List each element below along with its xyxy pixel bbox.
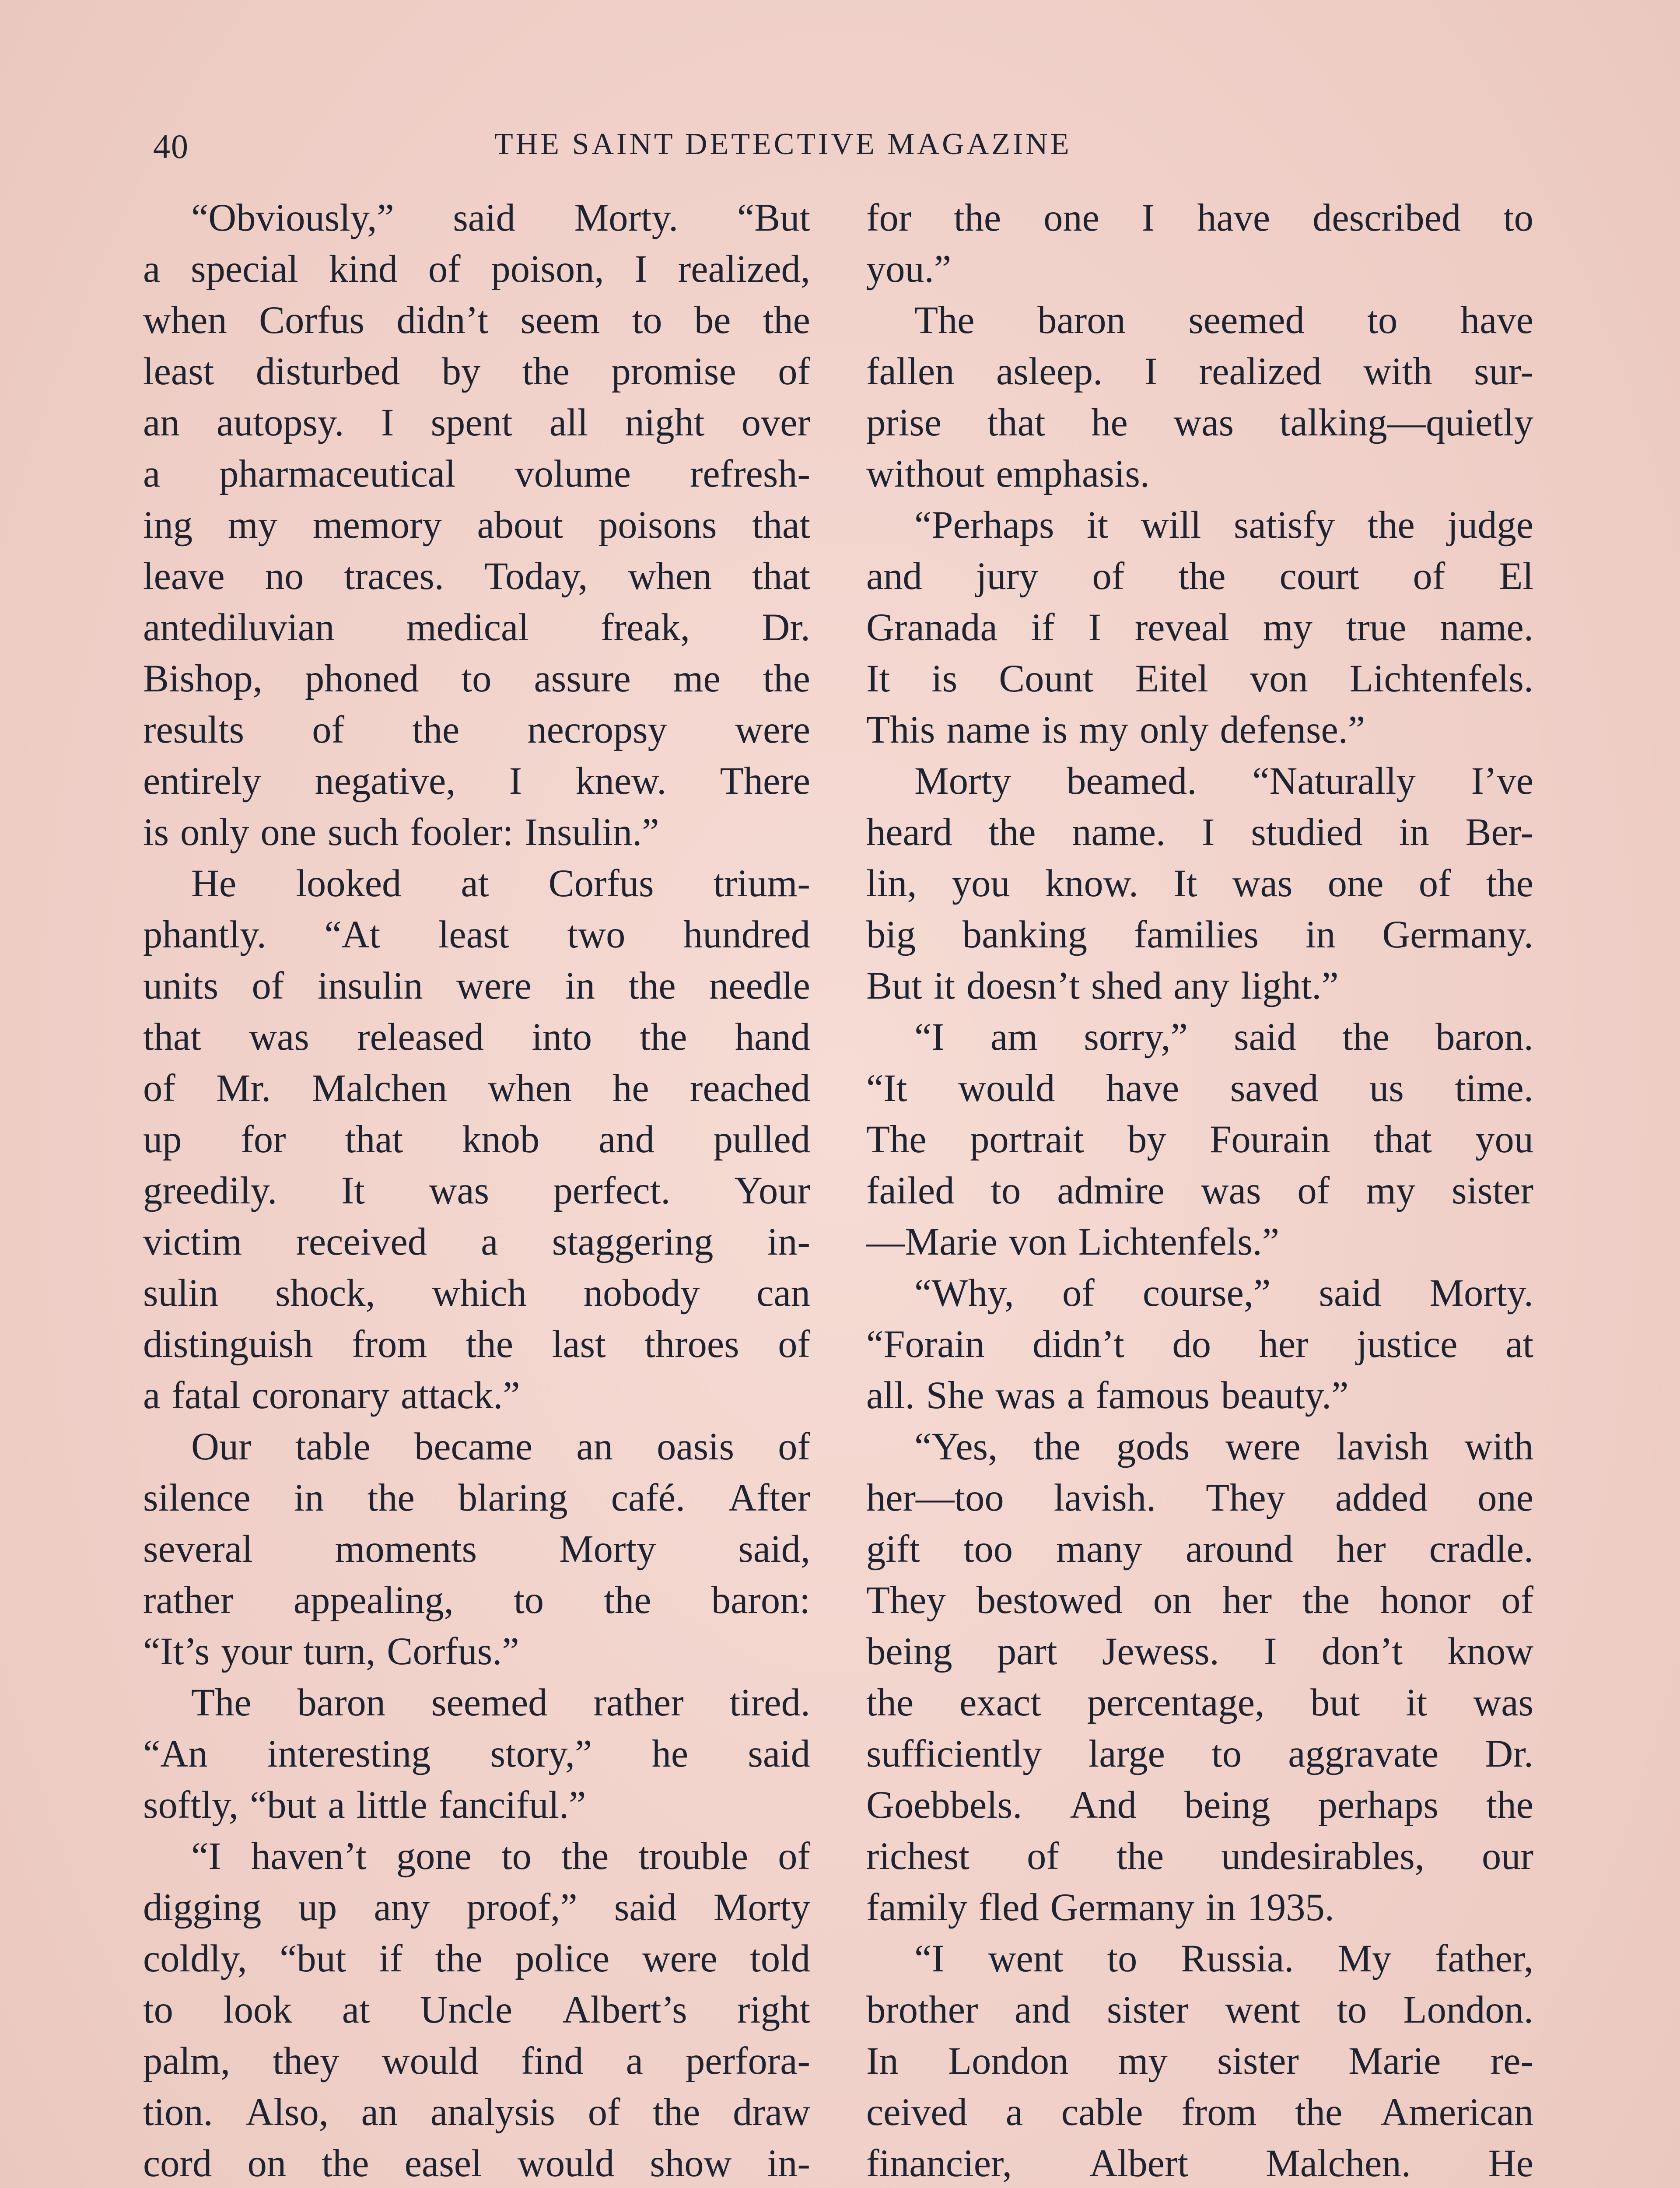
text-line: family fled Germany in 1935. bbox=[866, 1886, 1334, 1929]
text-line: her—too lavish. They added one bbox=[866, 1476, 1533, 1519]
text-line: But it doesn’t shed any light.” bbox=[866, 964, 1339, 1007]
text-line: when Corfus didn’t seem to be the bbox=[143, 299, 810, 342]
text-line: to look at Uncle Albert’s right bbox=[143, 1988, 810, 2031]
text-line: “Obviously,” said Morty. “But bbox=[191, 196, 810, 239]
text-line: gift too many around her cradle. bbox=[866, 1528, 1533, 1571]
text-line: “It would have saved us time. bbox=[866, 1067, 1533, 1110]
text-line: Goebbels. And being perhaps the bbox=[866, 1784, 1533, 1827]
text-line: They bestowed on her the honor of bbox=[866, 1579, 1533, 1622]
text-line: least disturbed by the promise of bbox=[143, 350, 810, 393]
text-line: results of the necropsy were bbox=[143, 708, 810, 751]
text-line: that was released into the hand bbox=[143, 1016, 810, 1059]
text-line: The portrait by Fourain that you bbox=[866, 1118, 1533, 1161]
running-head bbox=[149, 127, 1544, 175]
text-line: digging up any proof,” said Morty bbox=[143, 1886, 810, 1929]
text-line: softly, “but a little fanciful.” bbox=[143, 1784, 586, 1827]
text-line: “Why, of course,” said Morty. bbox=[914, 1272, 1533, 1315]
text-line: ceived a cable from the American bbox=[866, 2091, 1533, 2134]
text-line: “An interesting story,” he said bbox=[143, 1732, 810, 1775]
text-line: antediluvian medical freak, Dr. bbox=[143, 606, 810, 649]
text-line: The baron seemed to have bbox=[914, 299, 1533, 342]
text-line: financier, Albert Malchen. He bbox=[866, 2142, 1533, 2185]
text-line: distinguish from the last throes of bbox=[143, 1323, 810, 1366]
text-line: of Mr. Malchen when he reached bbox=[143, 1067, 810, 1110]
magazine-title: THE SAINT DETECTIVE MAGAZINE bbox=[494, 127, 1072, 161]
text-line: a special kind of poison, I realized, bbox=[143, 248, 810, 291]
text-line: tion. Also, an analysis of the draw bbox=[143, 2091, 810, 2134]
text-line: cord on the easel would show in- bbox=[143, 2142, 810, 2185]
text-line: sufficiently large to aggravate Dr. bbox=[866, 1732, 1533, 1775]
text-line: prise that he was talking—quietly bbox=[866, 401, 1533, 444]
text-line: all. She was a famous beauty.” bbox=[866, 1374, 1349, 1417]
text-line: “Yes, the gods were lavish with bbox=[914, 1425, 1533, 1468]
text-line: It is Count Eitel von Lichtenfels. bbox=[866, 657, 1533, 700]
text-line: sulin shock, which nobody can bbox=[143, 1272, 810, 1315]
text-line: richest of the undesirables, our bbox=[866, 1835, 1533, 1878]
text-line: Granada if I reveal my true name. bbox=[866, 606, 1533, 649]
text-line: the exact percentage, but it was bbox=[866, 1681, 1533, 1724]
text-line: In London my sister Marie re- bbox=[866, 2040, 1533, 2083]
text-line: is only one such fooler: Insulin.” bbox=[143, 811, 659, 854]
text-line: big banking families in Germany. bbox=[866, 913, 1533, 956]
text-line: units of insulin were in the needle bbox=[143, 964, 810, 1007]
text-line: “I went to Russia. My father, bbox=[914, 1937, 1533, 1980]
text-line: fallen asleep. I realized with sur- bbox=[866, 350, 1533, 393]
text-line: and jury of the court of El bbox=[866, 555, 1533, 598]
text-line: a pharmaceutical volume refresh- bbox=[143, 452, 810, 495]
text-line: you.” bbox=[866, 248, 952, 291]
text-line: silence in the blaring café. After bbox=[143, 1476, 810, 1519]
text-line: a fatal coronary attack.” bbox=[143, 1374, 520, 1417]
text-line: an autopsy. I spent all night over bbox=[143, 401, 810, 444]
text-line: leave no traces. Today, when that bbox=[143, 555, 810, 598]
text-line: Bishop, phoned to assure me the bbox=[143, 657, 810, 700]
text-line: lin, you know. It was one of the bbox=[866, 862, 1533, 905]
text-line: This name is my only defense.” bbox=[866, 708, 1365, 751]
text-line: The baron seemed rather tired. bbox=[191, 1681, 810, 1724]
text-line: several moments Morty said, bbox=[143, 1528, 810, 1571]
text-line: He looked at Corfus trium- bbox=[191, 862, 810, 905]
text-line: entirely negative, I knew. There bbox=[143, 760, 810, 803]
text-line: —Marie von Lichtenfels.” bbox=[866, 1220, 1280, 1263]
text-line: “I haven’t gone to the trouble of bbox=[191, 1835, 810, 1878]
text-line: “Perhaps it will satisfy the judge bbox=[914, 504, 1533, 547]
text-line: ing my memory about poisons that bbox=[143, 504, 810, 547]
text-line: victim received a staggering in- bbox=[143, 1220, 810, 1263]
text-line: “Forain didn’t do her justice at bbox=[866, 1323, 1533, 1366]
text-line: phantly. “At least two hundred bbox=[143, 913, 810, 956]
text-line: for the one I have described to bbox=[866, 196, 1533, 239]
text-line: up for that knob and pulled bbox=[143, 1118, 810, 1161]
text-line: being part Jewess. I don’t know bbox=[866, 1630, 1533, 1673]
text-line: heard the name. I studied in Ber- bbox=[866, 811, 1533, 854]
text-line: Morty beamed. “Naturally I’ve bbox=[914, 760, 1533, 803]
text-line: greedily. It was perfect. Your bbox=[143, 1169, 810, 1212]
text-line: palm, they would find a perfora- bbox=[143, 2040, 810, 2083]
page-number: 40 bbox=[153, 127, 189, 165]
left-text-column bbox=[143, 193, 810, 2188]
text-line: “It’s your turn, Corfus.” bbox=[143, 1630, 519, 1673]
text-line: failed to admire was of my sister bbox=[866, 1169, 1533, 1212]
text-line: without emphasis. bbox=[866, 452, 1150, 495]
text-line: Our table became an oasis of bbox=[191, 1425, 810, 1468]
text-line: “I am sorry,” said the baron. bbox=[914, 1016, 1533, 1059]
text-line: rather appealing, to the baron: bbox=[143, 1579, 810, 1622]
right-text-column bbox=[866, 193, 1533, 2188]
text-line: coldly, “but if the police were told bbox=[143, 1937, 810, 1980]
text-line: brother and sister went to London. bbox=[866, 1988, 1533, 2031]
